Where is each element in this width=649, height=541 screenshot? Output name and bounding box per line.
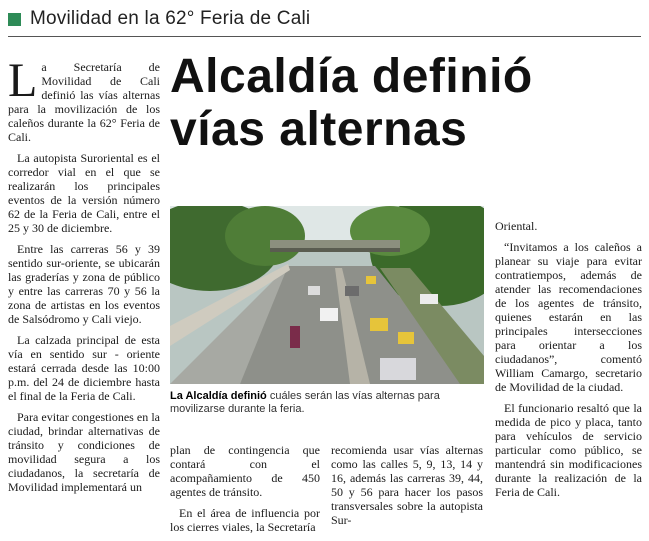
paragraph: El funcionario resaltó que la medida de pico y placa, tanto para vehículos de servicio particular como público, se mantendrá sin modificaciones durante la realización de la Feria de Cali.: [495, 401, 642, 499]
headline: [170, 50, 642, 156]
paragraph: recomienda usar vías alternas como las calles 5, 9, 13, 14 y 16, además las carreras 39, 44, 50 y 56 para hacer los pasos transversales sobre la autopista Sur-: [331, 443, 483, 527]
paragraph-text: a Secretaría de Movilidad de Cali definió las vías alternas para la movilización de los caleños durante la 62° Feria de Cali.: [8, 60, 160, 144]
paragraph: Para evitar congestiones en la ciudad, brindar alternativas de tránsito y condiciones de movilidad segura a los ciudadanos, la secretaría de Movilidad implementará un: [8, 410, 160, 494]
photo-caption: [170, 390, 484, 416]
caption-text: cuáles serán las vías alternas para movilizarse durante la feria.: [170, 390, 440, 415]
headline-line: vías alternas: [170, 103, 468, 156]
drop-cap: L: [8, 54, 38, 107]
section-marker-icon: [8, 13, 21, 26]
paragraph: Oriental.: [495, 219, 538, 233]
road-photo-illustration: [170, 206, 484, 384]
header-rule: [8, 36, 641, 37]
paragraph: [8, 54, 160, 144]
article-column-1: [8, 54, 160, 501]
article-column-2: [170, 443, 320, 541]
paragraph: Entre las carreras 56 y 39 sentido sur-oriente, se ubicarán las graderías y zona de público y entre las carreras 70 y 56 la zona de artistas en los eventos de Salsódromo y Cali viejo.: [8, 242, 160, 326]
article-column-4: [495, 219, 642, 506]
paragraph: La calzada principal de esta vía en sentido sur - oriente estará cerrada desde las 10:00 p.m. del 24 de diciembre hasta el final de la Feria de Cali.: [8, 333, 160, 403]
article-photo: [170, 206, 484, 384]
paragraph: En el área de influencia por los cierres viales, la Secretaría: [170, 506, 320, 534]
paragraph: La autopista Suroriental es el corredor vial en el que se realizarán los principales eventos de la versión número 62 de la Feria de Cali, entre el 25 y 30 de diciembre.: [8, 151, 160, 235]
paragraph: plan de contingencia que contará con el acompañamiento de 450 agentes de tránsito.: [170, 443, 320, 499]
paragraph: “Invitamos a los caleños a planear su viaje para evitar contratiempos, además de atender las recomendaciones de los agentes de tránsito, quienes estarán en las principales intersecciones para orientar a los ciudadanos”, comentó William Camargo, secretario de Movilidad de la ciudad.: [495, 240, 642, 394]
section-header: [8, 5, 641, 37]
section-title: Movilidad en la 62° Feria de Cali: [30, 8, 311, 29]
headline-line: Alcaldía definió: [170, 50, 533, 103]
article-column-3: [331, 443, 483, 534]
caption-lead: La Alcaldía definió: [170, 390, 267, 402]
